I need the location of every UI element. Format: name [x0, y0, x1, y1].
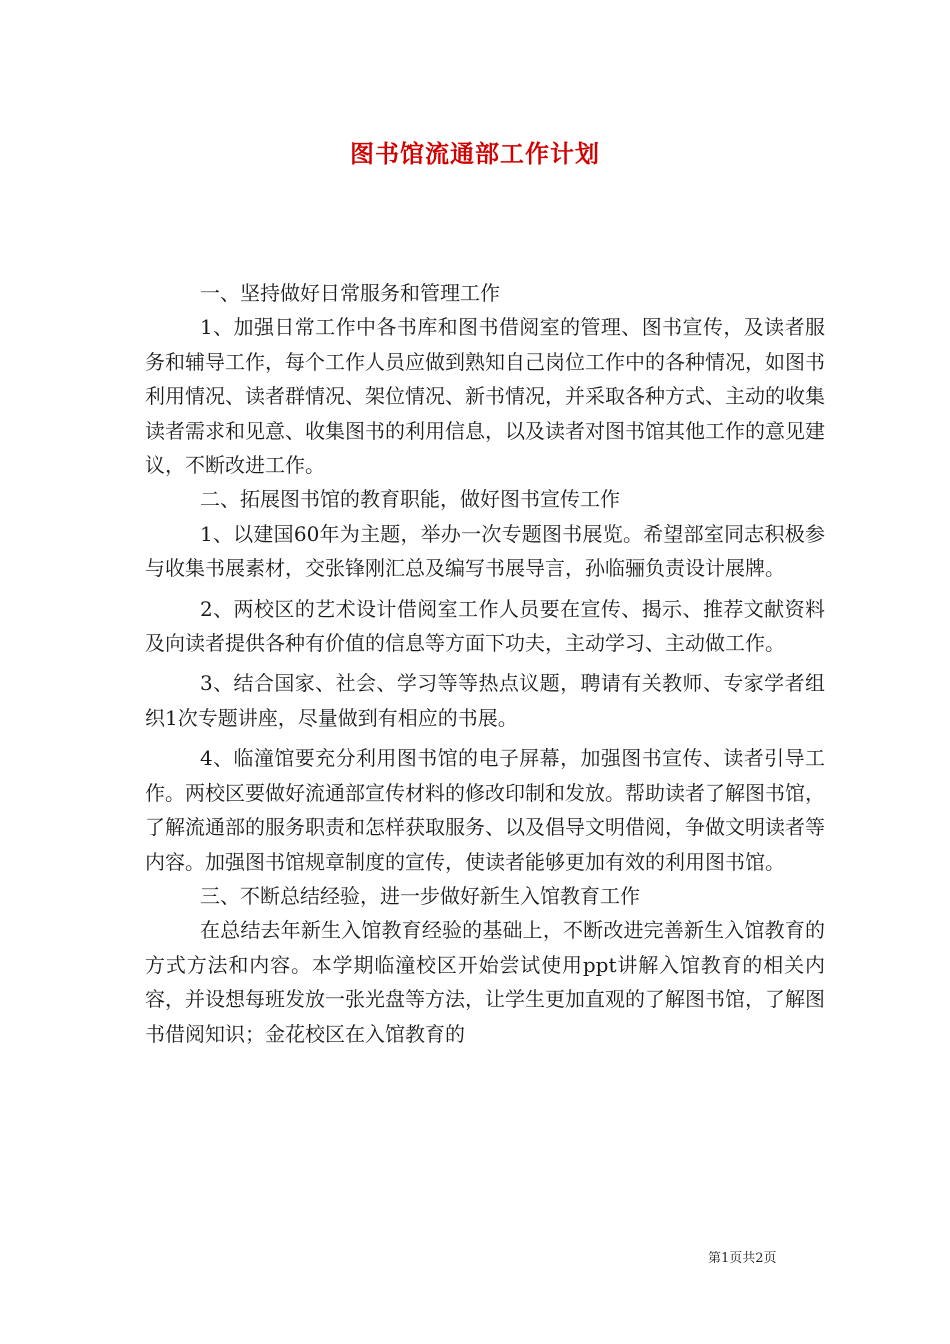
paragraph-2-4: 4、临潼馆要充分利用图书馆的电子屏幕，加强图书宣传、读者引导工作。两校区要做好流通部宣传材料的修改印制和发放。帮助读者了解图书馆，了解流通部的服务职责和怎样获取服务、以及倡导文明借阅，争做文明读者等内容。加强图书馆规章制度的宣传，使读者能够更加有效的利用图书馆。 — [145, 746, 825, 874]
paragraph-3-1: 在总结去年新生入馆教育经验的基础上，不断改进完善新生入馆教育的方式方法和内容。本学期临潼校区开始尝试使用ppt讲解入馆教育的相关内容，并设想每班发放一张光盘等方法，让学生更加直观的了解图书馆，了解图书借阅知识；金花校区在入馆教育的 — [145, 918, 825, 1046]
page-number-footer: 第1页共2页 — [708, 1251, 777, 1266]
document-body — [145, 276, 825, 1051]
paragraph-2-1: 1、以建国60年为主题，举办一次专题图书展览。希望部室同志积极参与收集书展素材，交张锋刚汇总及编写书展导言，孙临骊负责设计展牌。 — [145, 521, 825, 581]
section-heading-3: 三、不断总结经验，进一步做好新生入馆教育工作 — [200, 883, 640, 908]
paragraph-2-2: 2、两校区的艺术设计借阅室工作人员要在宣传、揭示、推荐文献资料及向读者提供各种有价值的信息等方面下功夫，主动学习、主动做工作。 — [145, 596, 825, 656]
paragraph-1-1: 1、加强日常工作中各书库和图书借阅室的管理、图书宣传，及读者服务和辅导工作，每个工作人员应做到熟知自己岗位工作中的各种情况，如图书利用情况、读者群情况、架位情况、新书情况，并采取各种方式、主动的收集读者需求和见意、收集图书的利用信息，以及读者对图书馆其他工作的意见建议，不断改进工作。 — [145, 315, 825, 478]
document-title: 图书馆流通部工作计划 — [350, 139, 600, 168]
paragraph-2-3: 3、结合国家、社会、学习等等热点议题，聘请有关教师、专家学者组织1次专题讲座，尽量做到有相应的书展。 — [145, 671, 825, 730]
section-heading-1: 一、坚持做好日常服务和管理工作 — [200, 281, 500, 305]
section-heading-2: 二、拓展图书馆的教育职能，做好图书宣传工作 — [200, 487, 620, 512]
